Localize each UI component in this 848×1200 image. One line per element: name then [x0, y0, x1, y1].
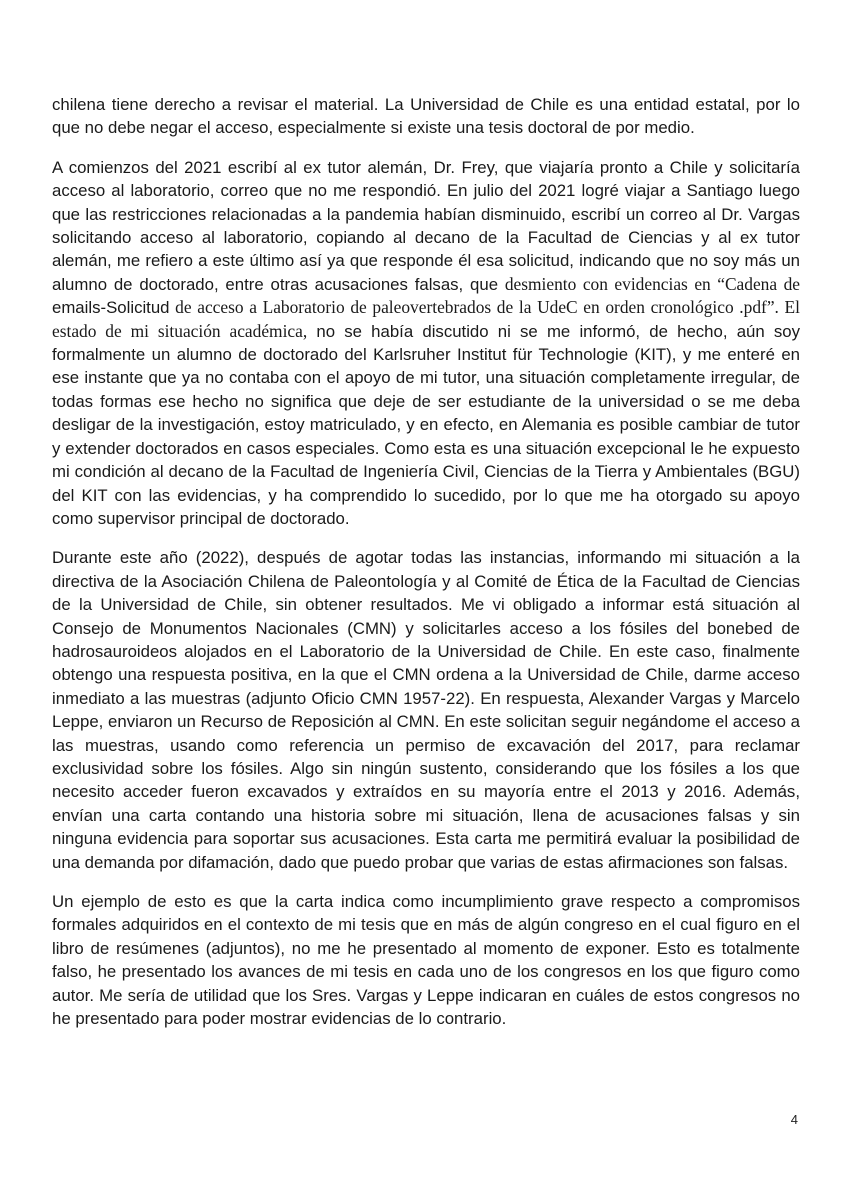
paragraph	[52, 890, 800, 1030]
text-run: chilena tiene derecho a revisar el material. La Universidad de Chile es una entidad estatal, por lo que no debe negar el acceso, especialmente si existe una tesis doctoral de por medio.	[52, 95, 800, 138]
text-run: no se había discutido ni se me informó, de hecho, aún soy formalmente un alumno de doctorado del Karlsruher Institut für Technologie (KIT), y me enteré en ese instante que ya no contaba con el apoyo de mi tutor, una situación completamente irregular, de todas formas ese hecho no significa que deje de ser estudiante de la universidad o se me deba desligar de la investigación, estoy matriculado, y en efecto, en Alemania es posible cambiar de tutor y extender doctorados en casos especiales. Como esta es una situación excepcional le he expuesto mi condición al decano de la Facultad de Ingeniería Civil, Ciencias de la Tierra y Ambientales (BGU) del KIT con las evidencias, y ha comprendido lo sucedido, por lo que me ha otorgado su apoyo como supervisor principal de doctorado.	[52, 321, 801, 528]
paragraph	[52, 93, 800, 140]
paragraph	[52, 546, 800, 874]
text-run: Durante este año (2022), después de agotar todas las instancias, informando mi situación a la directiva de la Asociación Chilena de Paleontología y al Comité de Ética de la Facultad de Ciencias de la Universidad de Chile, sin obtener resultados. Me vi obligado a informar está situación al Consejo de Monumentos Nacionales (CMN) y solicitarles acceso a los fósiles del bonebed de hadrosauroideos alojados en el Laboratorio de la Universidad de Chile. En este caso, finalmente obtengo una respuesta positiva, en la que el CMN ordena a la Universidad de Chile, darme acceso inmediato a las muestras (adjunto Oficio CMN 1957-22). En respuesta, Alexander Vargas y Marcelo Leppe, enviaron un Recurso de Reposición al CMN. En este solicitan seguir negándome el acceso a las muestras, usando como referencia un permiso de excavación del 2017, para reclamar exclusividad sobre los fósiles. Algo sin ningún sustento, considerando que los fósiles a los que necesito acceder fueron excavados y extraídos en su mayoría entre el 2013 y 2016. Además, envían una carta contando una historia sobre mi situación, llena de acusaciones falsas y sin ninguna evidencia para soportar sus acusaciones. Esta carta me permitirá evaluar la posibilidad de una demanda por difamación, dado que puedo probar que varias de estas afirmaciones son falsas.	[52, 548, 800, 872]
body-text	[52, 93, 800, 1046]
text-run: Un ejemplo de esto es que la carta indica como incumplimiento grave respecto a compromisos formales adquiridos en el contexto de mi tesis que en más de algún congreso en el cual figuro en el libro de resúmenes (adjuntos), no me he presentado al momento de exponer. Esto es totalmente falso, he presentado los avances de mi tesis en cada uno de los congresos en los que figuro como autor. Me sería de utilidad que los Sres. Vargas y Leppe indicaran en cuáles de estos congresos no he presentado para poder mostrar evidencias de lo contrario.	[52, 892, 800, 1029]
text-run: emails-Solicitud	[52, 298, 170, 318]
text-run-serif: desmiento con evidencias en “Cadena de	[504, 273, 800, 294]
text-run-serif: de acceso a Laboratorio de paleovertebrados de la UdeC en orden cronológico .pdf”. El estado de mi situación académica,	[52, 297, 800, 341]
text-run: A comienzos del 2021 escribí al ex tutor alemán, Dr. Frey, que viajaría pronto a Chile y solicitaría acceso al laboratorio, correo que no me respondió. En julio del 2021 logré viajar a Santiago luego que las restricciones relacionadas a la pandemia habían disminuido, escribí un correo al Dr. Vargas solicitando acceso al laboratorio, copiando al decano de la Facultad de Ciencias y al ex tutor alemán, me refiero a este último así ya que responde él esa solicitud, indicando que no soy más un alumno de doctorado, entre otras acusaciones falsas, que	[52, 157, 800, 294]
page-number: 4	[790, 1112, 798, 1127]
paragraph	[52, 156, 800, 531]
